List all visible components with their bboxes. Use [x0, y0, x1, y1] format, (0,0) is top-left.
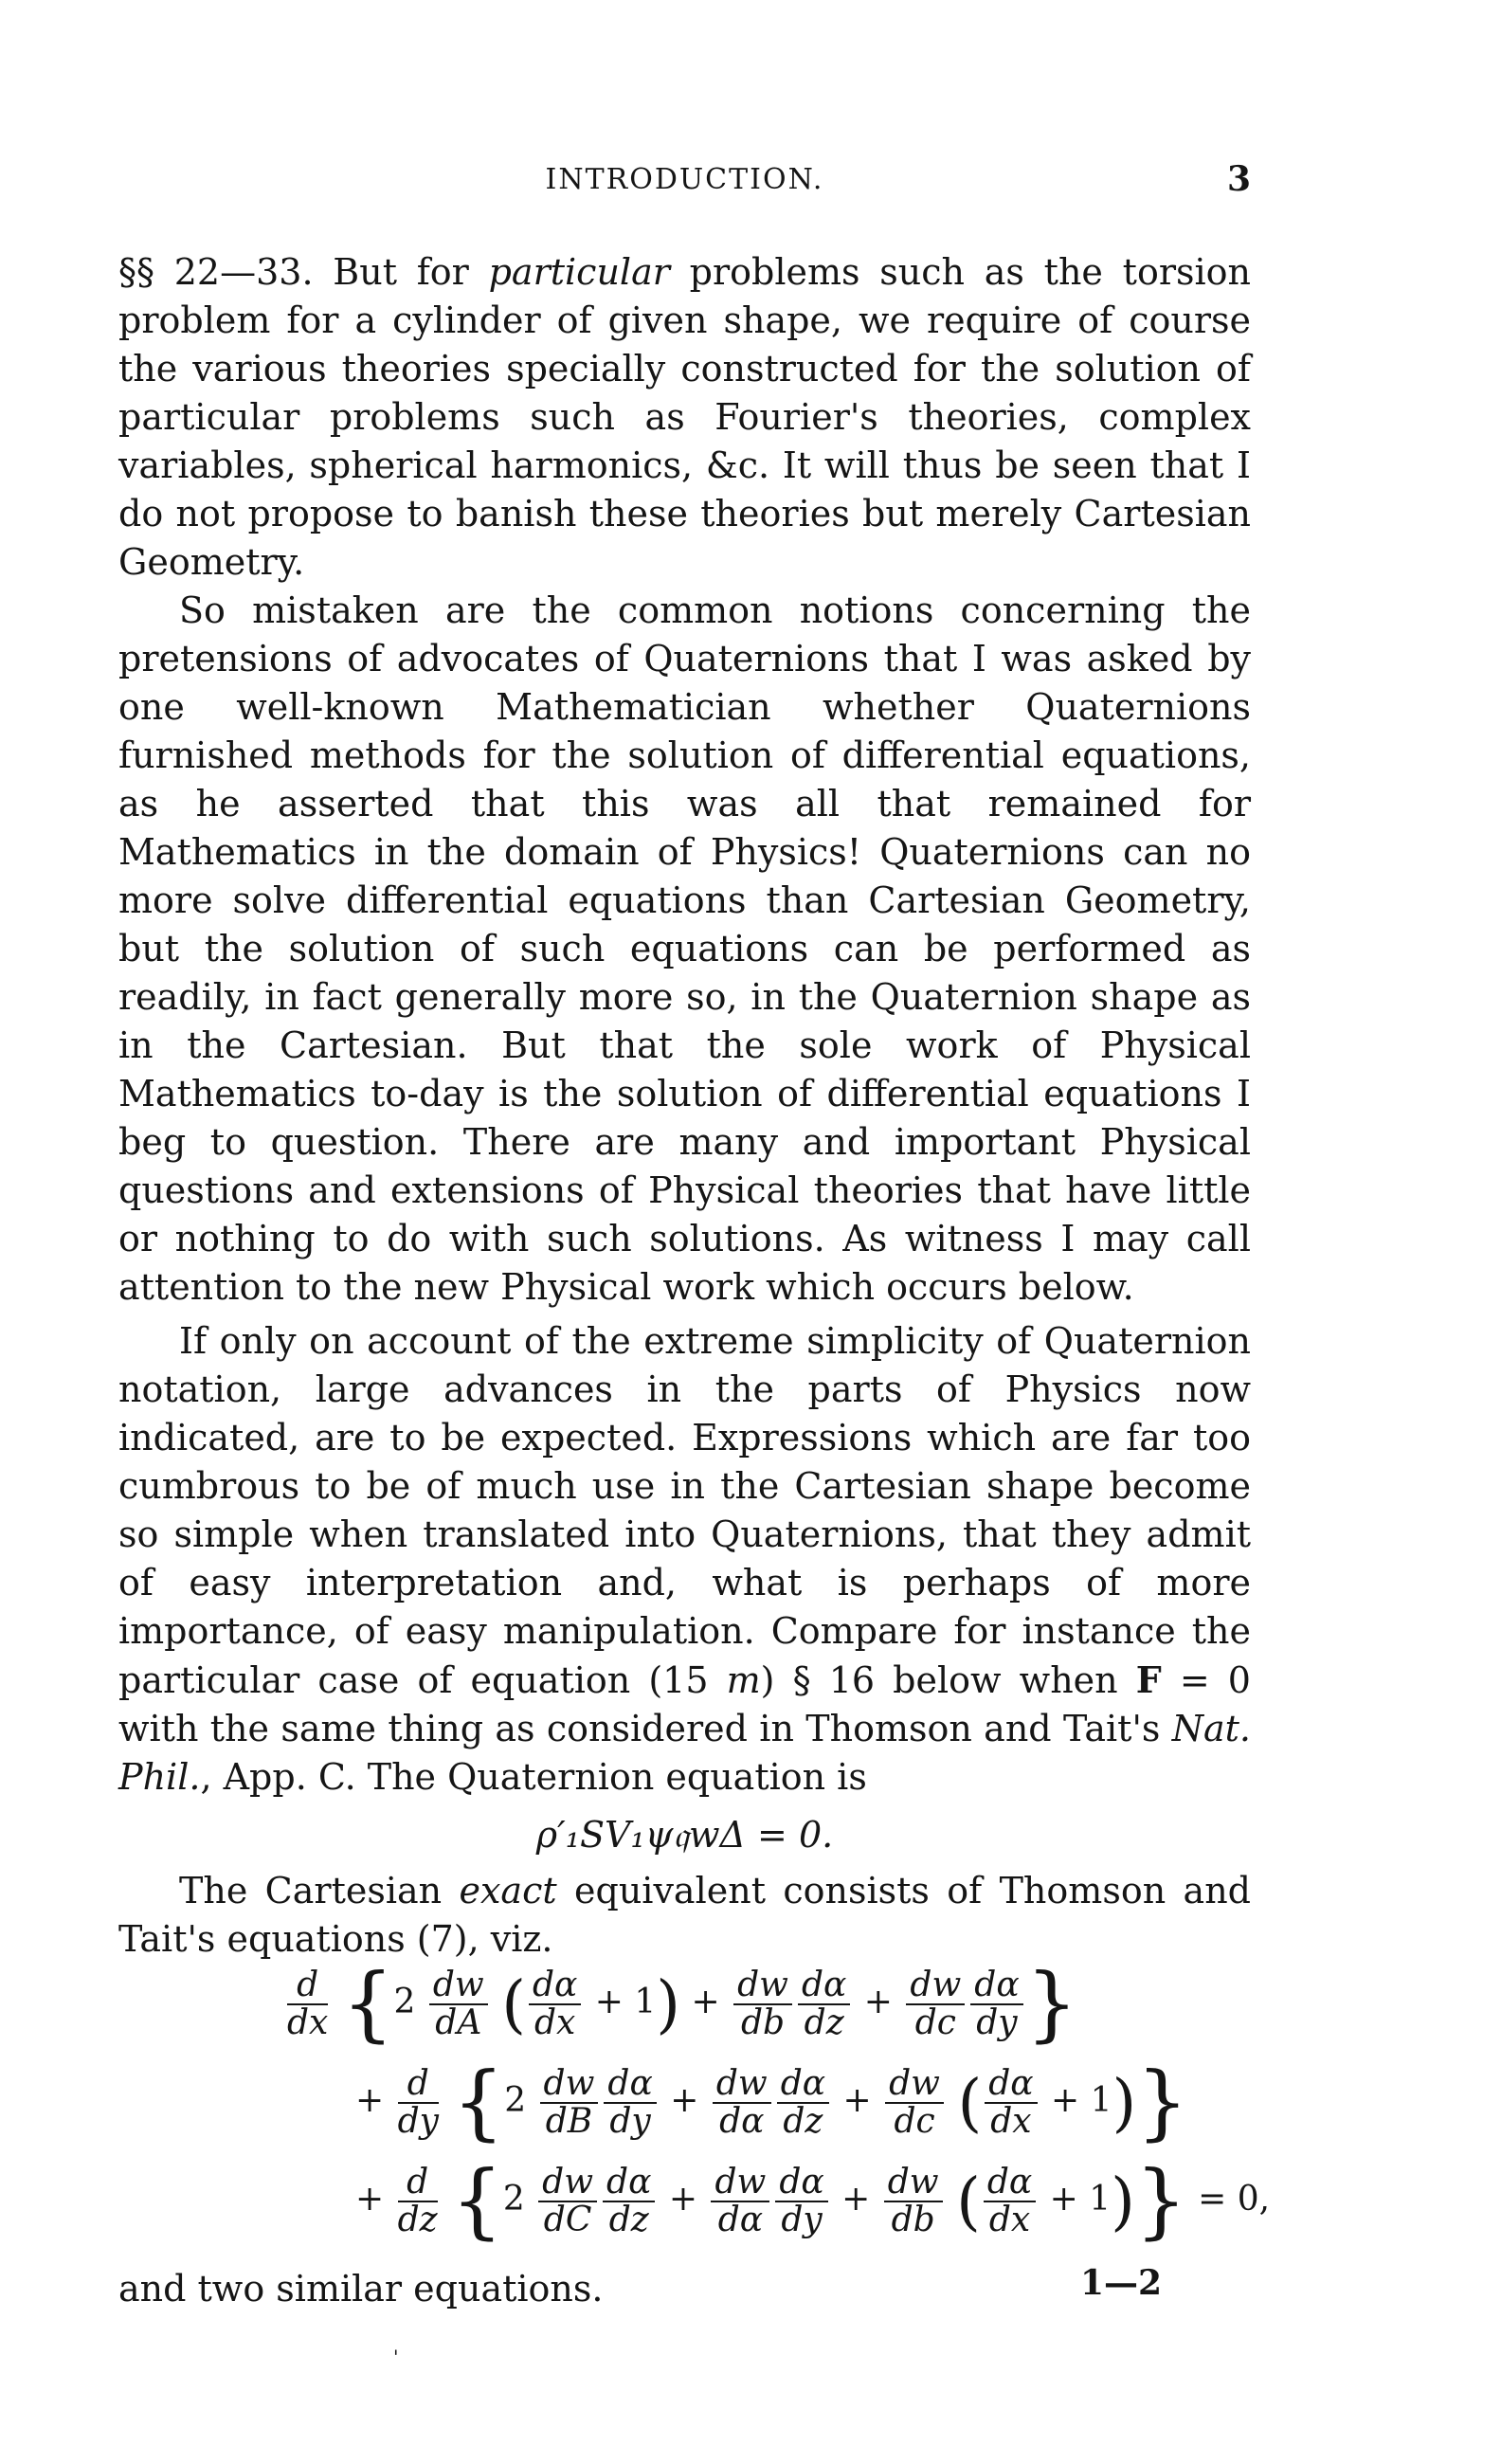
stray-mark: ' — [393, 2346, 399, 2368]
cartesian-equation — [118, 1956, 1271, 2259]
paragraph-4: The Cartesian exact equivalent consists of Thomson and Tait's equations (7), viz. — [118, 1870, 1251, 1960]
paragraph-1: §§ 22—33. But for particular problems such as the torsion problem for a cylinder of given shape, we require of course the various theories specially constructed for the solution of particular problems such as Fourier's theories, complex variables, spherical harmonics, &c. It will thus be seen that I do not propose to banish these theories but merely Cartesian Geometry. — [118, 251, 1251, 583]
equation-row-2: + $\frac{d}{dy}$ {2 $\frac{dw}{dB}$ $\frac{d\alpha}{dy}$ + $\frac{dw}{d\alpha}$ $\frac{d\alpha}{dz}$ + $\frac{dw}{dc}$ ( $\frac{d\alpha}{dx}$ + 1)} — [355, 2055, 1189, 2150]
page-body — [118, 248, 1271, 2313]
running-head: INTRODUCTION. — [545, 163, 824, 196]
paragraph-2: So mistaken are the common notions concerning the pretensions of advocates of Quaternions that I was asked by one well-known Mathematician whether Quaternions furnished methods for the solution of differential equations, as he asserted that this was all that remained for Mathematics in the domain of Physics! Quaternions can no more solve differential equations than Cartesian Geometry, but the solution of such equations can be performed as readily, in fact generally more so, in the Quaternion shape as in the Cartesian. But that the sole work of Physical Mathematics to-day is the solution of differential equations I beg to question. There are many and important Physical questions and extensions of Physical theories that have little or nothing to do with such solutions. As witness I may call attention to the new Physical work which occurs below. — [118, 589, 1251, 1308]
emphasis-particular: particular — [488, 251, 670, 293]
quaternion-equation: ρ′₁SV₁ψ𝔮wΔ = 0. — [535, 1814, 834, 1856]
closing-line: and two similar equations. — [118, 2268, 604, 2310]
equation-row-1: $\frac{d}{dx}$ {2 $\frac{dw}{dA}$ ( $\frac{d\alpha}{dx}$ + 1) + $\frac{dw}{db}$ $\frac{d\alpha}{dz}$ + $\frac{dw}{dc}$ $\frac{d\alpha}{dy}$ } — [287, 1956, 1078, 2052]
section-ref: §§ 22—33. — [118, 251, 314, 293]
signature-mark: 1—2 — [1080, 2263, 1163, 2303]
equation-row-3: + $\frac{d}{dz}$ {2 $\frac{dw}{dC}$ $\frac{d\alpha}{dz}$ + $\frac{dw}{d\alpha}$ $\frac{d\alpha}{dy}$ + $\frac{dw}{db}$ ( $\frac{d\alpha}{dx}$ + 1)} = 0, — [355, 2153, 1271, 2249]
page-header — [118, 159, 1251, 210]
book-title: Nat. Phil. — [118, 1708, 1251, 1798]
paragraph-3: If only on account of the extreme simplicity of Quaternion notation, large advances in the parts of Physics now indicated, are to be expected. Expressions which are far too cumbrous to be of much use in the Cartesian shape become so simple when translated into Quaternions, that they admit of easy interpretation and, what is perhaps of more importance, of easy manipulation. Compare for instance the particular case of equation (15 m) § 16 below when F = 0 with the same thing as considered in Thomson and Tait's Nat. Phil., App. C. The Quaternion equation is — [118, 1320, 1251, 1798]
page-number: 3 — [1226, 159, 1251, 199]
